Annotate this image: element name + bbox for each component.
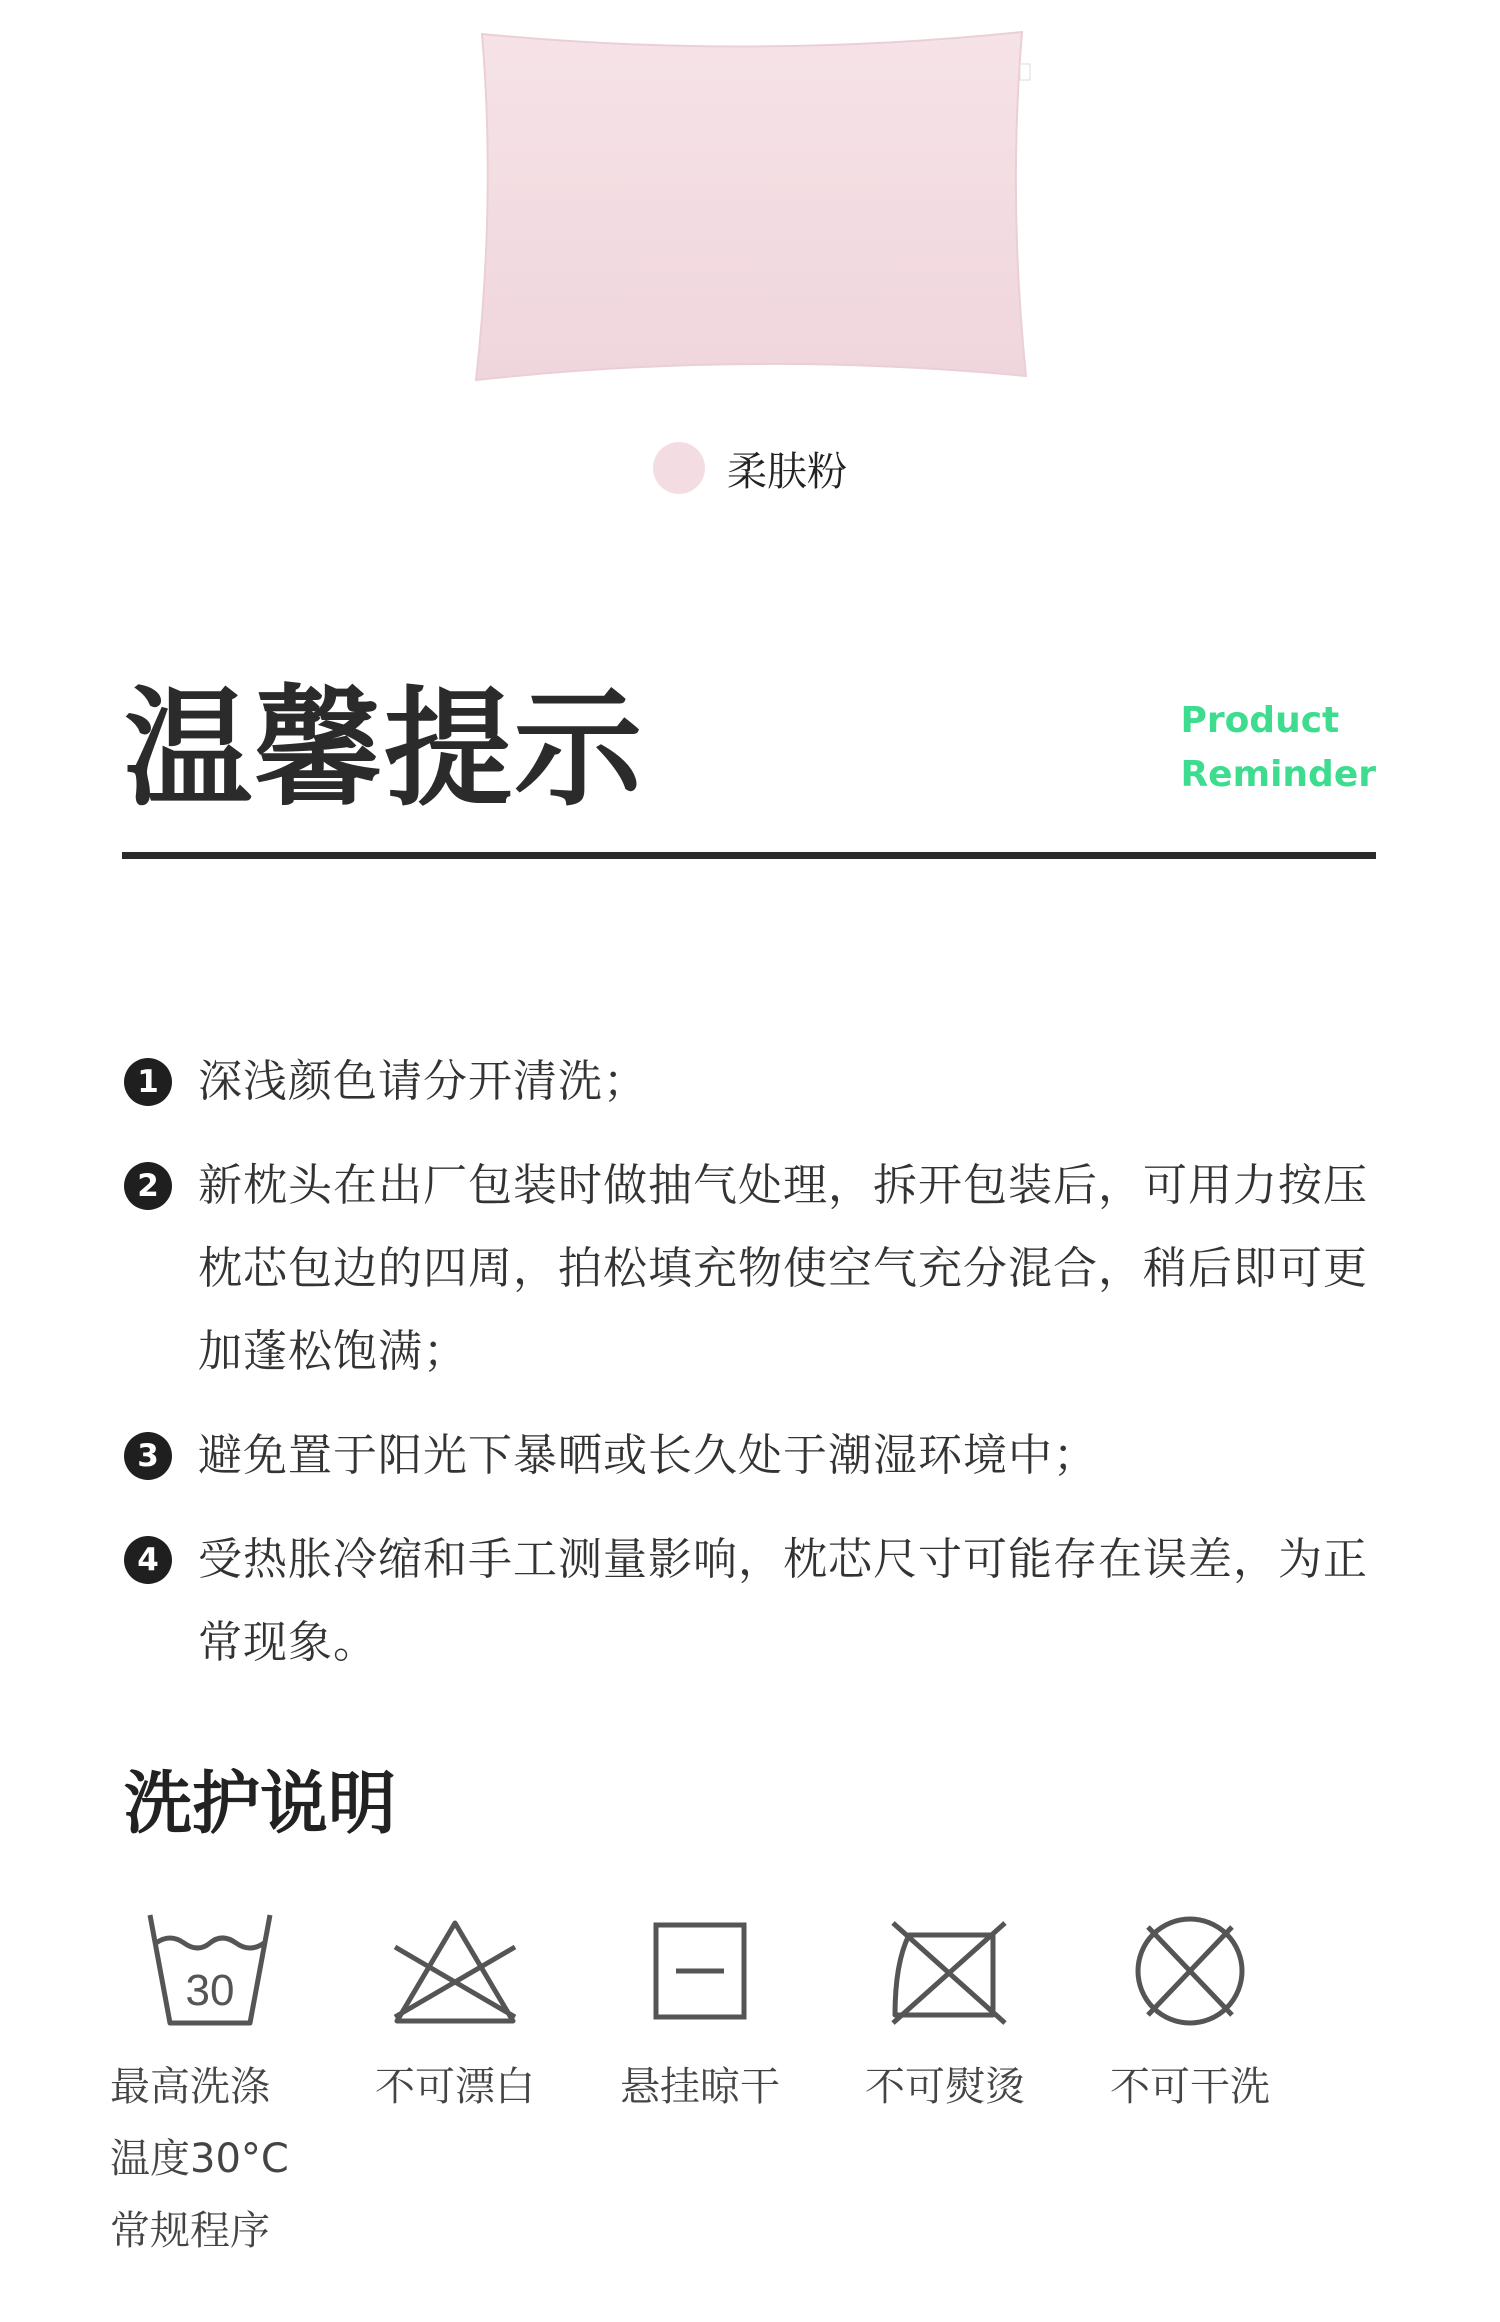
- reminder-header: [124, 670, 1376, 830]
- tip-item: [124, 1144, 1384, 1393]
- care-item-wash: [110, 1905, 310, 2267]
- tip-item: [124, 1414, 1384, 1497]
- tip-text: 深浅颜色请分开清洗；: [198, 1056, 648, 1107]
- care-label-line: 温度30°C: [110, 2136, 289, 2182]
- wash-30-icon: [130, 1905, 290, 2035]
- line-dry-icon: [620, 1905, 780, 2035]
- care-item-no-iron: [845, 1905, 1045, 2123]
- page-title: 温馨提示: [124, 675, 645, 824]
- care-item-no-dry-clean: [1090, 1905, 1290, 2123]
- number-badge: 2: [124, 1162, 172, 1210]
- tip-text: 避免置于阳光下暴晒或长久处于潮湿环境中；: [198, 1430, 1098, 1481]
- no-dry-clean-icon: [1110, 1905, 1270, 2035]
- number-badge: 3: [124, 1432, 172, 1480]
- care-title: 洗护说明: [124, 1765, 397, 1844]
- english-subtitle-line2: Reminder: [1180, 754, 1376, 795]
- no-iron-icon: [865, 1905, 1025, 2035]
- number-badge: 4: [124, 1536, 172, 1584]
- english-subtitle-line1: Product: [1180, 700, 1340, 741]
- color-option[interactable]: [0, 438, 1500, 498]
- color-swatch: [653, 442, 705, 494]
- no-bleach-icon: [375, 1905, 535, 2035]
- care-label: 不可干洗: [1110, 2064, 1270, 2110]
- care-label-line: 常规程序: [110, 2208, 270, 2254]
- tip-text: 受热胀冷缩和手工测量影响，枕芯尺寸可能存在误差，为正常现象。: [198, 1534, 1368, 1668]
- number-badge: 1: [124, 1058, 172, 1106]
- tip-text: 新枕头在出厂包装时做抽气处理，拆开包装后，可用力按压枕芯包边的四周，拍松填充物使空气充分混合，稍后即可更加蓬松饱满；: [198, 1160, 1368, 1377]
- product-pillow-image: [460, 20, 1040, 390]
- care-label: [110, 2051, 310, 2267]
- care-item-line-dry: [600, 1905, 800, 2123]
- care-label: 不可熨烫: [865, 2064, 1025, 2110]
- care-item-no-bleach: [355, 1905, 555, 2123]
- color-label: 柔肤粉: [727, 448, 847, 495]
- tips-list: [124, 1040, 1384, 1705]
- tip-item: [124, 1518, 1384, 1684]
- care-label-line: 最高洗涤: [110, 2064, 270, 2110]
- care-label: 不可漂白: [375, 2064, 535, 2110]
- tip-item: [124, 1040, 1384, 1123]
- wash-temperature: 30: [185, 1966, 235, 2015]
- care-label: 悬挂晾干: [620, 2064, 780, 2110]
- care-icons: [110, 1905, 1310, 2285]
- english-subtitle: [1180, 694, 1376, 802]
- divider: [122, 852, 1376, 859]
